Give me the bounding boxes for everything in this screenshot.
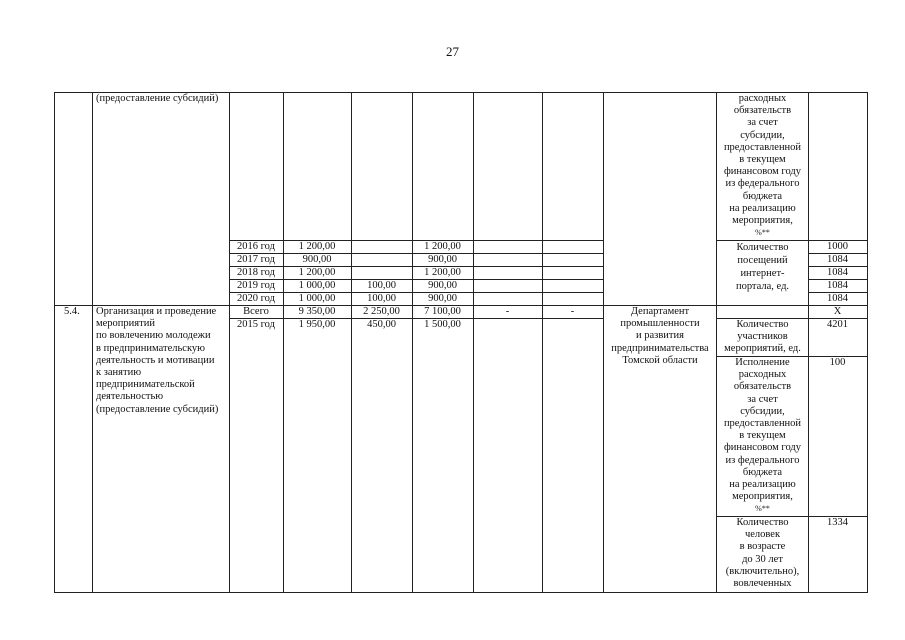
value-cell: 1084 xyxy=(827,280,848,291)
table-border-bottom xyxy=(54,592,868,593)
total-cell: 1 200,00 xyxy=(298,241,336,252)
indicator-visits: Количество посещений интернет- портала, ед. xyxy=(735,242,790,292)
col-line xyxy=(473,92,474,592)
col-line xyxy=(542,92,543,592)
value-cell: 100 xyxy=(829,357,846,368)
year-cell: 2016 год xyxy=(237,241,275,252)
total-cell: 1 000,00 xyxy=(298,293,336,304)
indicator-continuation: расходных обязательств за счет субсидии, предоставленной в текущем финансовом году из федерального бюджета на реализацию мероприятия, %** xyxy=(723,93,802,238)
value-cell: 1084 xyxy=(827,293,848,304)
fed-cell: 450,00 xyxy=(367,319,396,330)
value-cell: 1084 xyxy=(827,254,848,265)
col-line xyxy=(412,92,413,592)
dash-cell: - xyxy=(505,306,510,317)
col-line xyxy=(351,92,352,592)
total-fed: 2 250,00 xyxy=(363,306,400,317)
table-border-right xyxy=(867,92,868,592)
continuation-text: (предоставление субсидий) xyxy=(96,93,219,104)
reg-cell: 900,00 xyxy=(428,254,457,265)
year-cell: 2015 год xyxy=(237,319,275,330)
col-line xyxy=(229,92,230,592)
reg-cell: 900,00 xyxy=(428,280,457,291)
total-cell: 1 950,00 xyxy=(298,319,336,330)
col-line xyxy=(283,92,284,592)
dash-cell: - xyxy=(570,306,575,317)
row-number: 5.4. xyxy=(64,306,80,317)
total-sum: 9 350,00 xyxy=(298,306,336,317)
value-cell: 1000 xyxy=(827,241,848,252)
executor: Департамент промышленности и развития предпринимательства Томской области xyxy=(611,306,709,366)
total-reg: 7 100,00 xyxy=(424,306,461,317)
year-cell: 2018 год xyxy=(237,267,275,278)
table-border-left xyxy=(54,92,55,592)
indicator-youth: Количество человек в возрасте до 30 лет (включительно), вовлеченных xyxy=(725,517,800,590)
value-x: X xyxy=(833,306,842,317)
reg-cell: 900,00 xyxy=(428,293,457,304)
fed-cell: 100,00 xyxy=(367,280,396,291)
col-line xyxy=(92,92,93,592)
total-cell: 1 000,00 xyxy=(298,280,336,291)
total-cell: 900,00 xyxy=(302,254,332,265)
indicator-execution: Исполнение расходных обязательств за счет субсидии, предоставленной в текущем финансовом году из федерального бюджета на реализацию мероприятия, %** xyxy=(723,357,802,514)
total-label: Всего xyxy=(243,306,269,317)
year-cell: 2017 год xyxy=(237,254,275,265)
reg-cell: 1 200,00 xyxy=(424,241,461,252)
year-cell: 2019 год xyxy=(237,280,275,291)
indicator-participants: Количество участников мероприятий, ед. xyxy=(724,319,801,355)
value-cell: 1334 xyxy=(827,517,848,528)
fed-cell: 100,00 xyxy=(367,293,396,304)
year-cell: 2020 год xyxy=(237,293,275,304)
reg-cell: 1 500,00 xyxy=(424,319,461,330)
value-cell: 1084 xyxy=(827,267,848,278)
reg-cell: 1 200,00 xyxy=(424,267,461,278)
total-cell: 1 200,00 xyxy=(298,267,336,278)
page-number: 27 xyxy=(446,44,459,59)
row-name: Организация и проведение мероприятий по вовлечению молодежи в предпринимательскую деятельность и мотивации к занятию предпринимательской деятельностью (предоставление субсидий) xyxy=(96,306,219,415)
value-cell: 4201 xyxy=(827,319,848,330)
